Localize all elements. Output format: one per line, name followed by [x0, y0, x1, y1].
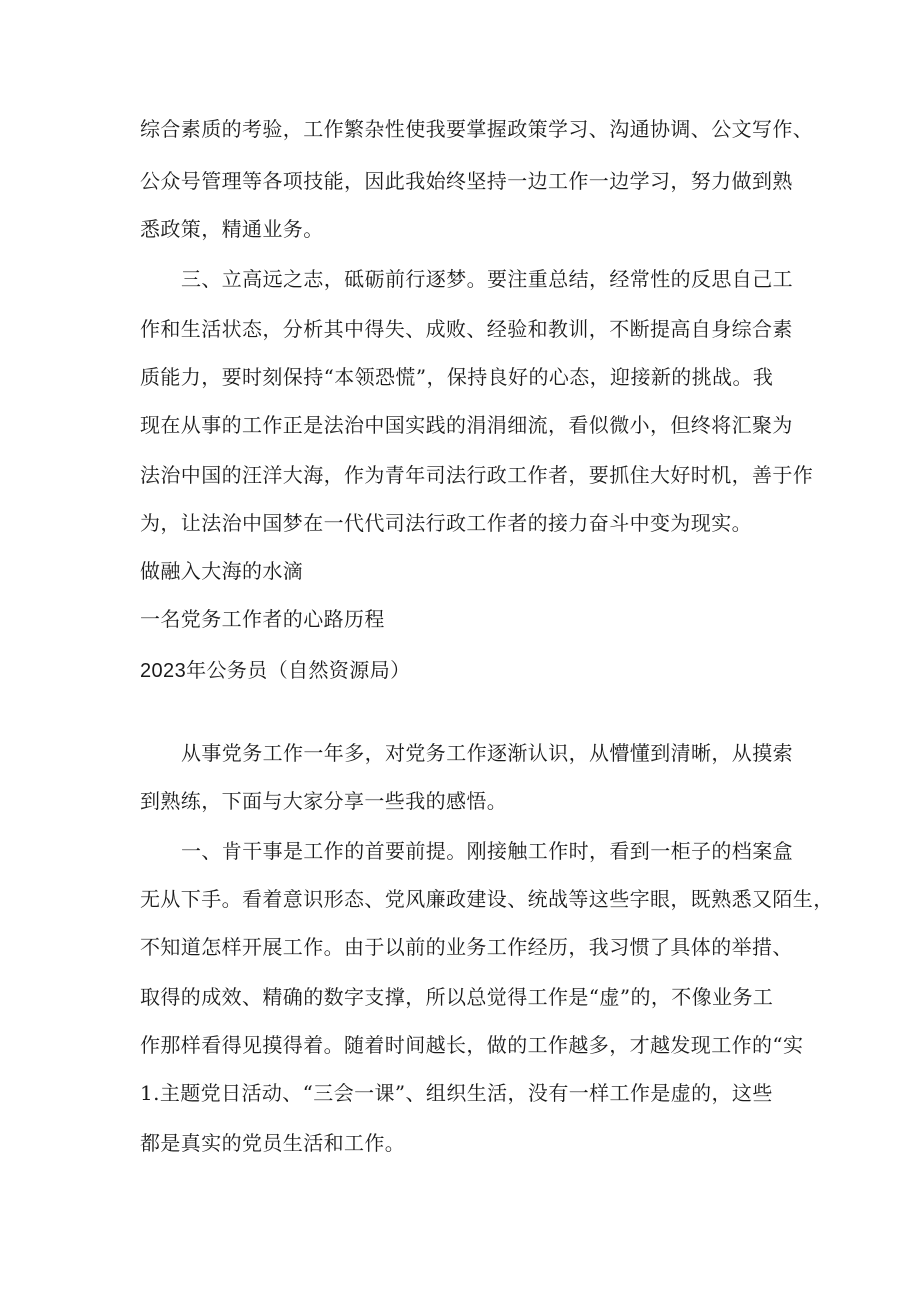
article-byline: 2023年公务员（自然资源局） [140, 660, 411, 682]
article-title: 做融入大海的水滴 [140, 559, 304, 583]
paragraph-line: 现在从事的工作正是法治中国实践的涓涓细流，看似微小，但终将汇聚为 [140, 413, 793, 437]
paragraph-line: 都是真实的党员生活和工作。 [140, 1131, 406, 1155]
paragraph-line: 法治中国的汪洋大海，作为青年司法行政工作者，要抓住大好时机，善于作 [140, 463, 814, 487]
paragraph-line: 为，让法治中国梦在一代代司法行政工作者的接力奋斗中变为现实。 [140, 511, 752, 535]
paragraph-line: 质能力，要时刻保持“本领恐慌”，保持良好的心态，迎接新的挑战。我 [140, 365, 774, 389]
paragraph-line: 作和生活状态，分析其中得失、成败、经验和教训，不断提高自身综合素 [140, 317, 793, 341]
paragraph-line: 三、立高远之志，砥砺前行逐梦。要注重总结，经常性的反思自己工 [181, 267, 793, 291]
paragraph-line: 1.主题党日活动、“三会一课”、组织生活，没有一样工作是虚的，这些 [140, 1081, 773, 1105]
paragraph-line: 不知道怎样开展工作。由于以前的业务工作经历，我习惯了具体的举措、 [140, 935, 793, 959]
article-subtitle: 一名党务工作者的心路历程 [140, 607, 385, 631]
paragraph-line: 无从下手。看着意识形态、党风廉政建设、统战等这些字眼，既熟悉又陌生， [140, 887, 834, 911]
paragraph-line: 从事党务工作一年多，对党务工作逐渐认识，从懵懂到清晰，从摸索 [181, 741, 793, 765]
paragraph-line: 取得的成效、精确的数字支撑，所以总觉得工作是“虚”的，不像业务工 [140, 985, 774, 1009]
paragraph-line: 作那样看得见摸得着。随着时间越长，做的工作越多，才越发现工作的“实 [140, 1033, 804, 1057]
paragraph-line: 到熟练，下面与大家分享一些我的感悟。 [140, 789, 508, 813]
paragraph-line: 综合素质的考验，工作繁杂性使我要掌握政策学习、沟通协调、公文写作、 [140, 117, 814, 141]
paragraph-line: 一、肯干事是工作的首要前提。刚接触工作时，看到一柜子的档案盒 [181, 839, 793, 863]
paragraph-line: 悉政策，精通业务。 [140, 217, 324, 241]
paragraph-line: 公众号管理等各项技能，因此我始终坚持一边工作一边学习，努力做到熟 [140, 169, 793, 193]
